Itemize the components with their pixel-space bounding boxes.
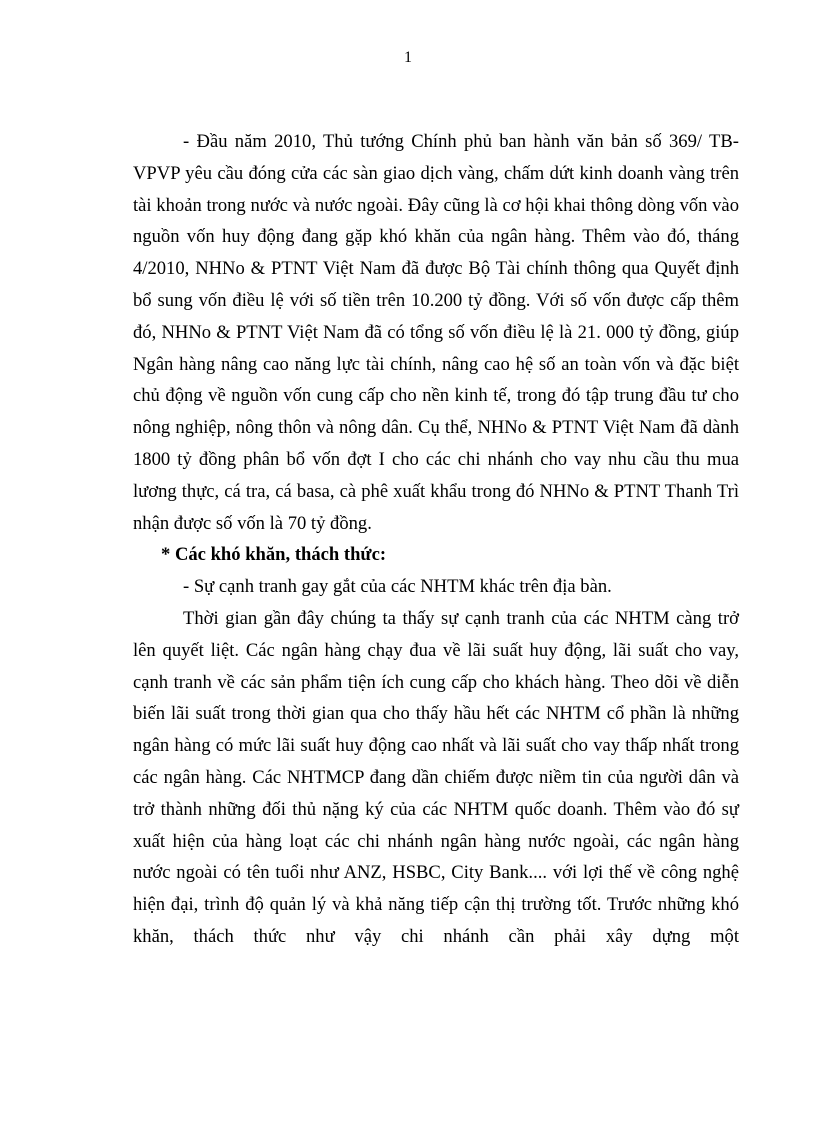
paragraph-capital-supplement: - Đầu năm 2010, Thủ tướng Chính phủ ban hành văn bản số 369/ TB-VPVP yêu cầu đóng cửa các sàn giao dịch vàng, chấm dứt kinh doanh vàng trên tài khoản trong nước và nước ngoài. Đây cũng là cơ hội khai thông dòng vốn vào nguồn vốn huy động đang gặp khó khăn của ngân hàng. Thêm vào đó, tháng 4/2010, NHNo & PTNT Việt Nam đã được Bộ Tài chính thông qua Quyết định bổ sung vốn điều lệ với số tiền trên 10.200 tỷ đồng. Với số vốn được cấp thêm đó, NHNo & PTNT Việt Nam đã có tổng số vốn điều lệ là 21. 000 tỷ đồng, giúp Ngân hàng nâng cao năng lực tài chính, nâng cao hệ số an toàn vốn và đặc biệt chủ động về nguồn vốn cung cấp cho nền kinh tế, trong đó tập trung đầu tư cho nông nghiệp, nông thôn và nông dân. Cụ thể, NHNo & PTNT Việt Nam đã dành 1800 tỷ đồng phân bổ vốn đợt I cho các chi nhánh cho vay nhu cầu thu mua lương thực, cá tra, cá basa, cà phê xuất khẩu trong đó NHNo & PTNT Thanh Trì nhận được số vốn là 70 tỷ đồng. (133, 131, 739, 534)
paragraph-competition-detail: Thời gian gần đây chúng ta thấy sự cạnh tranh của các NHTM càng trở lên quyết liệt. Các ngân hàng chạy đua về lãi suất huy động, lãi suất cho vay, cạnh tranh về các sản phẩm tiện ích cung cấp cho khách hàng. Theo dõi về diễn biến lãi suất trong thời gian qua cho thấy hầu hết các NHTM cổ phần là những ngân hàng có mức lãi suất huy động cao nhất và lãi suất cho vay thấp nhất trong các ngân hàng. Các NHTMCP đang dần chiếm được niềm tin của người dân và trở thành những đối thủ nặng ký của các NHTM quốc doanh. Thêm vào đó sự xuất hiện của hàng loạt các chi nhánh ngân hàng nước ngoài, các ngân hàng nước ngoài có tên tuổi như ANZ, HSBC, City Bank.... với lợi thế về công nghệ hiện đại, trình độ quản lý và khả năng tiếp cận thị trường tốt. Trước những khó khăn, thách thức như vậy chi nhánh cần phải xây dựng một (133, 607, 739, 947)
section-heading-challenges: * Các khó khăn, thách thức: (161, 544, 387, 566)
document-body (133, 126, 739, 953)
paragraph-competition-point: - Sự cạnh tranh gay gắt của các NHTM khác trên địa bàn. (183, 576, 612, 598)
page-number: 1 (404, 49, 412, 66)
